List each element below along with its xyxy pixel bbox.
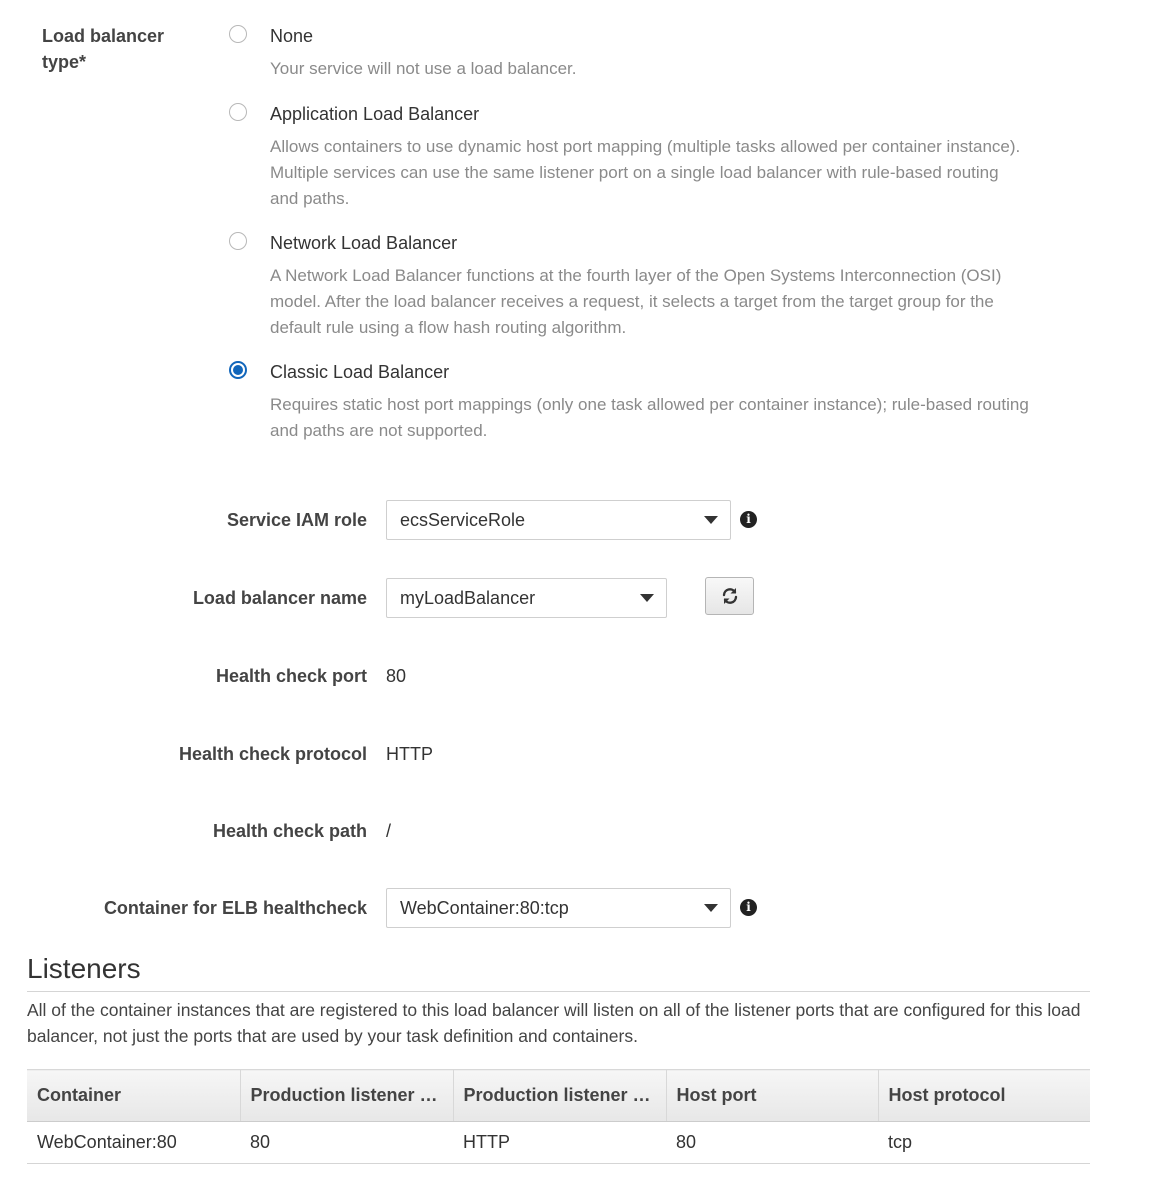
health-check-path-label: Health check path xyxy=(212,821,367,841)
column-header-host-protocol[interactable]: Host protocol xyxy=(878,1070,1090,1122)
health-check-protocol-value: HTTP xyxy=(386,744,433,764)
service-iam-role-select[interactable] xyxy=(386,500,731,540)
listeners-description: All of the container instances that are registered to this load balancer will listen on all of the listener ports that are configured for this load balancer, not just the ports that are used by your task definition and containers. xyxy=(27,1000,1081,1046)
lb-option-description: Allows containers to use dynamic host port mapping (multiple tasks allowed per container instance). Multiple services can use the same listener port on a single load balancer with rule-based routing and paths. xyxy=(270,137,1021,208)
health-check-port-label: Health check port xyxy=(215,666,367,686)
lb-option-description: A Network Load Balancer functions at the fourth layer of the Open Systems Interconnection (OSI) model. After the load balancer receives a request, it selects a target from the target group for the default rule using a flow hash routing algorithm. xyxy=(270,266,1002,337)
radio-network[interactable] xyxy=(229,232,247,250)
radio-none[interactable] xyxy=(229,25,247,43)
info-icon[interactable]: i xyxy=(740,899,757,916)
lb-option-description: Your service will not use a load balancer. xyxy=(270,59,577,78)
table-cell: HTTP xyxy=(453,1122,666,1164)
service-iam-role-label: Service IAM role xyxy=(226,510,367,530)
table-header-row xyxy=(27,1070,1090,1122)
load-balancer-name-select[interactable] xyxy=(386,578,667,618)
load-balancer-name-label: Load balancer name xyxy=(192,588,367,608)
chevron-down-icon xyxy=(640,594,654,602)
table-cell: 80 xyxy=(240,1122,453,1164)
health-check-protocol-label: Health check protocol xyxy=(178,744,367,764)
chevron-down-icon xyxy=(704,904,718,912)
health-check-port-value: 80 xyxy=(386,666,407,686)
lb-option-description: Requires static host port mappings (only one task allowed per container instance); rule-based routing and paths are not supported. xyxy=(270,395,1029,440)
section-divider xyxy=(27,991,1090,992)
table-cell: WebContainer:80 xyxy=(27,1122,240,1164)
listeners-table xyxy=(27,1069,1090,1164)
info-icon[interactable]: i xyxy=(740,511,757,528)
select-value: WebContainer:80:tcp xyxy=(400,898,569,918)
lb-option-title[interactable]: None xyxy=(270,26,314,46)
listeners-heading: Listeners xyxy=(27,953,141,984)
select-value: myLoadBalancer xyxy=(400,588,536,608)
table-row xyxy=(27,1122,1090,1164)
table-cell: 80 xyxy=(666,1122,878,1164)
table-cell: tcp xyxy=(878,1122,1090,1164)
select-value: ecsServiceRole xyxy=(400,510,526,530)
chevron-down-icon xyxy=(704,516,718,524)
column-header-production-listener-port[interactable]: Production listener … xyxy=(240,1070,453,1122)
refresh-icon xyxy=(721,587,739,605)
lb-option-title[interactable]: Application Load Balancer xyxy=(270,104,480,124)
column-header-host-port[interactable]: Host port xyxy=(666,1070,878,1122)
column-header-production-listener-protocol[interactable]: Production listener … xyxy=(453,1070,666,1122)
lb-option-title[interactable]: Classic Load Balancer xyxy=(270,362,450,382)
radio-application[interactable] xyxy=(229,103,247,121)
load-balancer-type-label: Load balancer type* xyxy=(42,26,165,72)
container-for-elb-label: Container for ELB healthcheck xyxy=(103,898,367,918)
refresh-button[interactable] xyxy=(705,577,754,615)
column-header-container[interactable]: Container xyxy=(27,1070,240,1122)
lb-option-title[interactable]: Network Load Balancer xyxy=(270,233,458,253)
radio-classic[interactable] xyxy=(229,361,247,379)
container-for-elb-select[interactable] xyxy=(386,888,731,928)
health-check-path-value: / xyxy=(386,821,392,841)
